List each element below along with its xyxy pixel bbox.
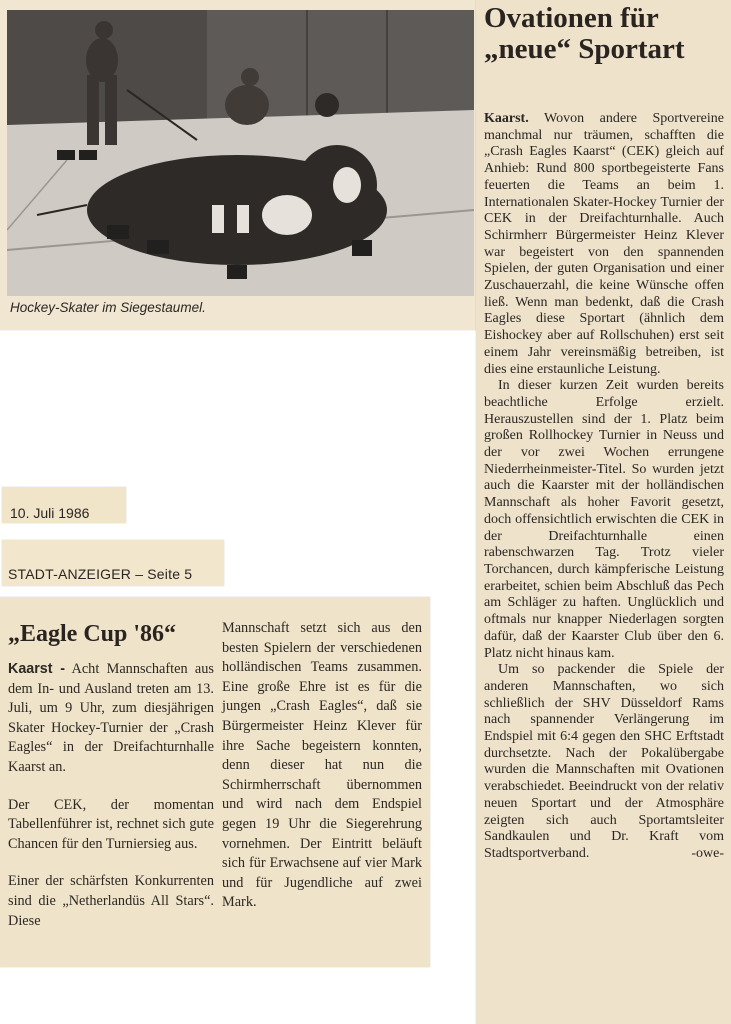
eagle-cup-title: „Eagle Cup '86“: [8, 621, 177, 647]
article-signature: -owe-: [691, 845, 724, 861]
article-paragraph: [484, 662, 724, 862]
eagle-cup-column-2: [222, 619, 422, 931]
article-headline: Ovationen für „neue“ Sportart: [484, 2, 685, 65]
eagle-cup-dateline: Kaarst -: [8, 661, 65, 677]
article-paragraph-text: Wovon andere Sportvereine manchmal nur träumen, schafften die „Crash Eagles Kaarst“ (CEK) gleich auf Anhieb: Rund 800 sportbegeisterte Fans feuerten die Teams an beim 1. Internationalen Skater-Hockey Turnier der CEK in der Dreifachturnhalle. Auch Schirmherr Bürgermeister Heinz Klever war begeistert von den spannenden Spielen, der guten Organisation und einer Zuschauerzahl, die keine Wünsche offen ließ. Wenn man bedenkt, daß die Crash Eagles diese Sportart (ähnlich dem Eishockey aber auf Rollschuhen) erst seit einem Jahr vereinsmäßig betreiben, ist dies eine erstaunliche Leistung.: [484, 111, 724, 377]
clipping-date: 10. Juli 1986: [10, 505, 90, 521]
article-paragraph-text: Um so packender die Spiele der anderen Mannschaften, wo sich schließlich der SHV Düsseldorf Rams nach spannender Verlängerung im Endspiel mit 6:4 gegen den SHC Erftstadt durchsetzte. Nach der Pokalübergabe wurden die Mannschaften mit Ovationen verabschiedet. Beeindruckt von der relativ neuen Sportart und der Atmosphäre zeigten sich auch Sportamtsleiter Sandkaulen und Dr. Kraft vom Stadtsportverband.: [484, 662, 724, 861]
eagle-cup-paragraph: Einer der schärfsten Konkurrenten sind die „Netherlandüs All Stars“. Diese: [8, 873, 214, 929]
eagle-cup-column-1: [8, 660, 214, 949]
article-dateline: Kaarst.: [484, 111, 529, 126]
article-paragraph: In dieser kurzen Zeit wurden bereits beachtliche Erfolge erzielt. Herauszustellen sind der 1. Platz beim großen Rollhockey Turnier in Neuss und der vor zwei Wochen errungene Niederrheinmeister-Titel. So wurden jetzt auch die Kaarster mit der holländischen Mannschaft als hoher Favorit gesetzt, doch offensichtlich erwischten die CEK in der Dreifachturnhalle einen rabenschwarzen Tag. Trotz vieler Torchancen, durch kämpferische Leistung erarbeitet, schien beim Abschluß das Pech am Schläger zu haften. Unglücklich und oftmals nur knapper Niederlagen sorgten dafür, daß der Kaarster Club über den 6. Platz nicht hinaus kam.: [484, 378, 724, 661]
eagle-cup-paragraph-text: Acht Mannschaften aus dem In- und Ausland treten am 13. Juli, um 9 Uhr, zum diesjährigen Skater Hockey-Turnier der „Crash Eagles“ in der Dreifachturnhalle Kaarst an.: [8, 661, 214, 775]
article-paragraph: [484, 111, 724, 378]
hockey-photo: [7, 10, 474, 296]
eagle-cup-paragraph: Mannschaft setzt sich aus den besten Spielern der verschiedenen holländischen Teams zusammen. Eine große Ehre ist es für die jungen „Crash Eagles“, daß sie Bürgermeister Heinz Klever für ihre Sache begeistern konnten, denn dieser hat nun die Schirmherrschaft übernommen und wird nach dem Endspiel gegen 19 Uhr die Siegerehrung vornehmen. Der Eintritt beläuft sich für Erwachsene auf vier Mark und für Jugendliche auf zwei Mark.: [222, 620, 422, 911]
clipping-source: STADT-ANZEIGER – Seite 5: [8, 566, 193, 582]
hockey-players-illustration: [7, 10, 474, 296]
photo-caption: Hockey-Skater im Siegestaumel.: [10, 300, 206, 315]
article-body: [484, 111, 724, 863]
eagle-cup-paragraph: [8, 660, 214, 778]
eagle-cup-paragraph: Der CEK, der momentan Tabellenführer ist, rechnet sich gute Chancen für den Turniersieg aus.: [8, 796, 214, 852]
